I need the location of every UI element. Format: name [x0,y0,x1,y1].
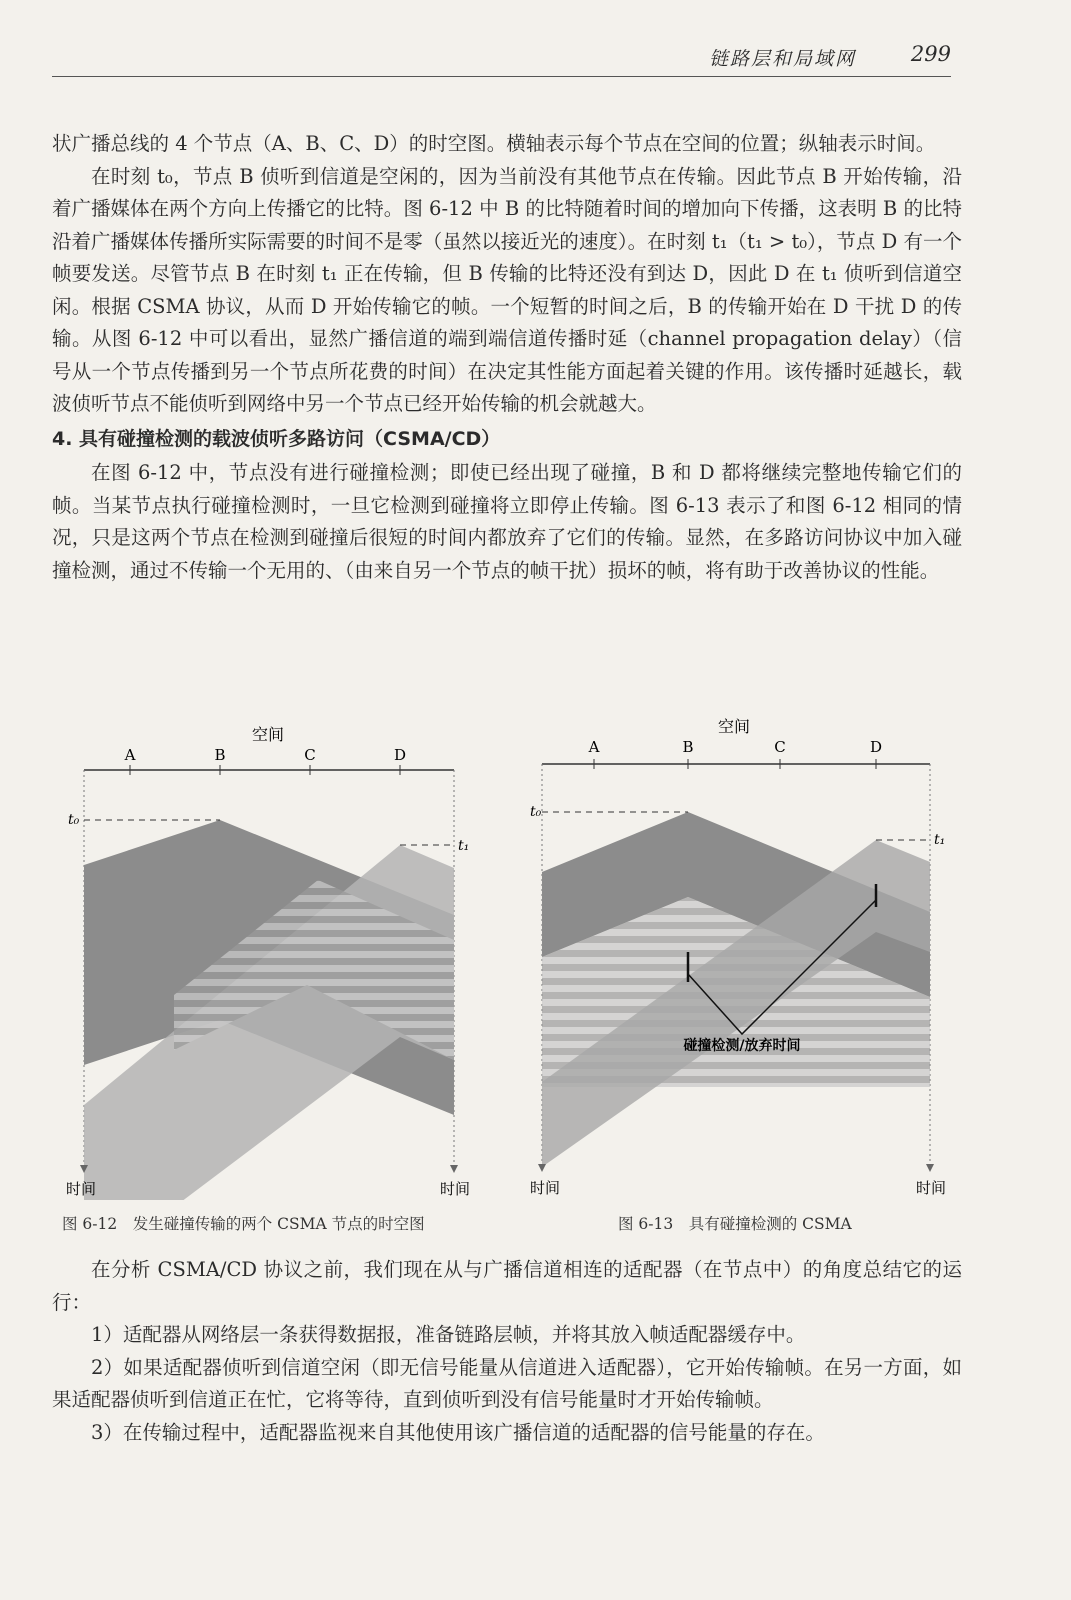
node-a-label: A [588,738,600,756]
paragraph-continuation: 状广播总线的 4 个节点（A、B、C、D）的时空图。横轴表示每个节点在空间的位置；纵轴表示时间。 [52,132,936,155]
node-a-label: A [124,746,136,764]
left-time-arrow [538,1164,546,1172]
list-item-step-3: 3）在传输过程中，适配器监视来自其他使用该广播信道的适配器的信号能量的存在。 [91,1420,825,1444]
space-time-diagram-left [62,720,482,1200]
running-header [52,40,951,77]
t1-label: t₁ [458,838,470,854]
figure-6-13-caption: 图 6-13 具有碰撞检测的 CSMA [618,1215,852,1233]
list-item-step-2: 2）如果适配器侦听到信道空闲（即无信号能量从信道进入适配器），它开始传输帧。在另一方面，如果适配器侦听到信道正在忙，它将等待，直到侦听到没有信号能量时才开始传输帧。 [52,1355,962,1411]
node-b-label: B [682,738,694,756]
top-text-block [52,128,962,587]
paragraph-csmacd-intro: 在图 6-12 中，节点没有进行碰撞检测；即使已经出现了碰撞，B 和 D 都将继续完整地传输它们的帧。当某节点执行碰撞检测时，一旦它检测到碰撞将立即停止传输。图 6-13 表示了和图 6-12 相同的情况，只是这两个节点在检测到碰撞后很短的时间内都放弃了它们的传输。显然，在多路访问协议中加入碰撞检测，通过不传输一个无用的、（由来自另一个节点的帧干扰）损坏的帧，将有助于改善协议的性能。 [52,461,962,582]
figure-6-12 [62,720,482,1200]
time-label-left: 时间 [66,1180,97,1198]
space-time-diagram-right [528,712,958,1202]
page-number: 299 [910,42,951,66]
node-c-label: C [774,738,786,756]
node-d-label: D [869,738,883,756]
bottom-text-block [52,1254,962,1449]
node-d-label: D [393,746,407,764]
t0-label: t₀ [530,804,542,820]
time-label-right: 时间 [916,1179,947,1197]
figure-6-12-caption: 图 6-12 发生碰撞传输的两个 CSMA 节点的时空图 [62,1215,425,1233]
collision-detect-annotation: 碰撞检测/放弃时间 [683,1038,801,1054]
space-label: 空间 [251,725,285,744]
paragraph-csma-explanation: 在时刻 t₀，节点 B 侦听到信道是空闲的，因为当前没有其他节点在传输。因此节点 B 开始传输，沿着广播媒体在两个方向上传播它的比特。图 6-12 中 B 的比特随着时间的增加向下传播，这表明 B 的比特沿着广播媒体传播所实际需要的时间不是零（虽然以接近光的速度）。在时刻 t₁（t₁ > t₀），节点 D 有一个帧要发送。尽管节点 B 在时刻 t₁ 正在传输，但 B 传输的比特还没有到达 D，因此 D 在 t₁ 侦听到信道空闲。根据 CSMA 协议，从而 D 开始传输它的帧。一个短暂的时间之后，B 的传输开始在 D 干扰 D 的传输。从图 6-12 中可以看出，显然广播信道的端到端信道传播时延（channel propagation delay）（信号从一个节点传播到另一个节点所花费的时间）在决定其性能方面起着关键的作用。该传播时延越长，载波侦听节点不能侦听到网络中另一个节点已经开始传输的机会就越大。 [52,164,962,415]
t1-label: t₁ [934,832,946,848]
paragraph-adapter-intro: 在分析 CSMA/CD 协议之前，我们现在从与广播信道相连的适配器（在节点中）的角度总结它的运行： [52,1258,962,1314]
time-label-left: 时间 [530,1179,561,1197]
right-time-arrow [450,1165,458,1173]
list-item-step-1: 1）适配器从网络层一条获得数据报，准备链路层帧，并将其放入帧适配器缓存中。 [91,1323,806,1346]
t0-label: t₀ [68,812,80,828]
right-time-arrow [926,1164,934,1172]
figure-6-13 [528,712,958,1202]
section-heading: 4. 具有碰撞检测的载波侦听多路访问（CSMA/CD） [52,427,501,450]
node-c-label: C [304,746,316,764]
node-b-label: B [214,746,226,764]
time-label-right: 时间 [440,1180,471,1198]
chapter-title: 链路层和局域网 [708,48,856,70]
space-label: 空间 [717,717,751,736]
